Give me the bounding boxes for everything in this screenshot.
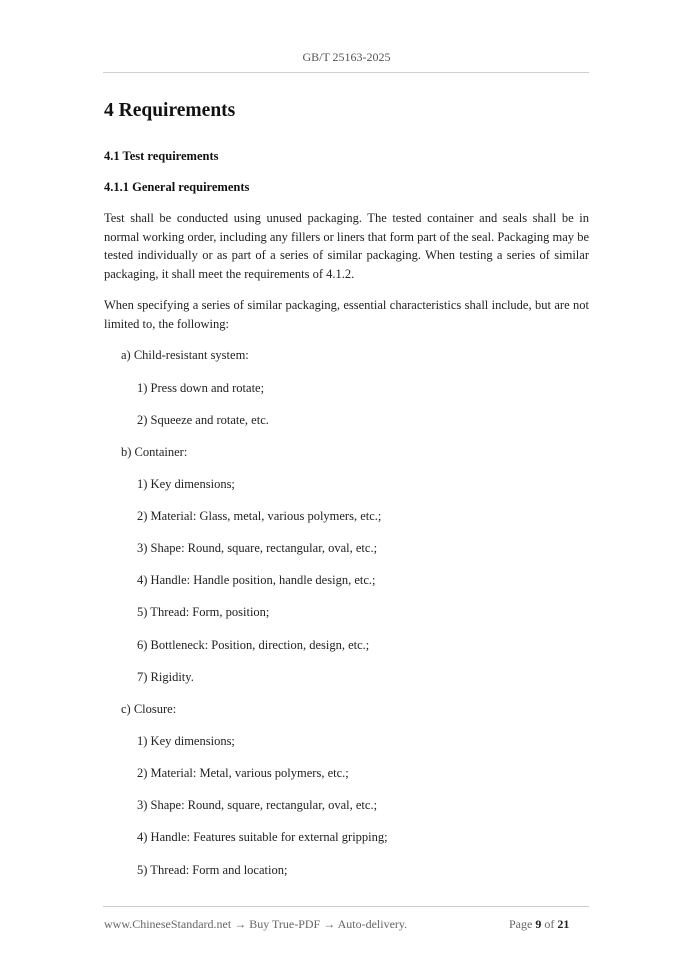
footer-divider — [103, 906, 589, 907]
list-subitem: 4) Handle: Handle position, handle design, etc.; — [137, 573, 376, 587]
page-indicator — [509, 917, 569, 932]
list-subitem: 3) Shape: Round, square, rectangular, oval, etc.; — [137, 798, 378, 812]
header-divider — [103, 72, 589, 73]
list-subitem: 4) Handle: Features suitable for external gripping; — [137, 830, 388, 844]
auto-delivery-text: Auto-delivery. — [337, 917, 408, 931]
list-subitem: 3) Shape: Round, square, rectangular, oval, etc.; — [137, 541, 378, 555]
paragraph-general-requirements: Test shall be conducted using unused packaging. The tested container and seals shall be in normal working order, including any fillers or liners that form part of the seal. Packaging may be tested individually or as part of a series of similar packaging. When testing a series of similar packaging, it shall meet the requirements of 4.1.2. — [104, 211, 589, 281]
list-subitem: 2) Material: Metal, various polymers, etc.; — [137, 766, 349, 780]
of-label: of — [544, 917, 555, 931]
website-link[interactable]: www.ChineseStandard.net — [104, 917, 232, 931]
list-subitem: 1) Key dimensions; — [137, 477, 235, 491]
list-subitem: 5) Thread: Form and location; — [137, 863, 288, 877]
list-subitem: 1) Key dimensions; — [137, 734, 235, 748]
list-item-child-resistant-system: a) Child-resistant system: — [121, 348, 249, 362]
page-number: 9 — [535, 917, 542, 931]
subsection-title-4-1: 4.1 Test requirements — [104, 149, 219, 163]
section-title: 4 Requirements — [104, 100, 236, 121]
list-subitem: 1) Press down and rotate; — [137, 381, 265, 395]
list-item-closure: c) Closure: — [121, 702, 177, 716]
subsection-title-4-1-1: 4.1.1 General requirements — [104, 180, 250, 194]
list-subitem: 6) Bottleneck: Position, direction, design, etc.; — [137, 638, 370, 652]
buy-true-pdf-link[interactable]: Buy True-PDF — [249, 917, 321, 931]
document-code-header: GB/T 25163-2025 — [302, 50, 391, 64]
list-subitem: 2) Squeeze and rotate, etc. — [137, 413, 269, 427]
footer-links — [104, 917, 407, 932]
list-subitem: 2) Material: Glass, metal, various polymers, etc.; — [137, 509, 382, 523]
arrow-right-icon: → — [234, 917, 247, 931]
arrow-right-icon: → — [323, 917, 336, 931]
list-subitem: 5) Thread: Form, position; — [137, 605, 270, 619]
page-label: Page — [509, 917, 533, 931]
list-subitem: 7) Rigidity. — [137, 670, 194, 684]
list-item-container: b) Container: — [121, 445, 188, 459]
page-total: 21 — [557, 917, 570, 931]
paragraph-series-characteristics: When specifying a series of similar packaging, essential characteristics shall include, but are not limited to, the following: — [104, 298, 589, 331]
